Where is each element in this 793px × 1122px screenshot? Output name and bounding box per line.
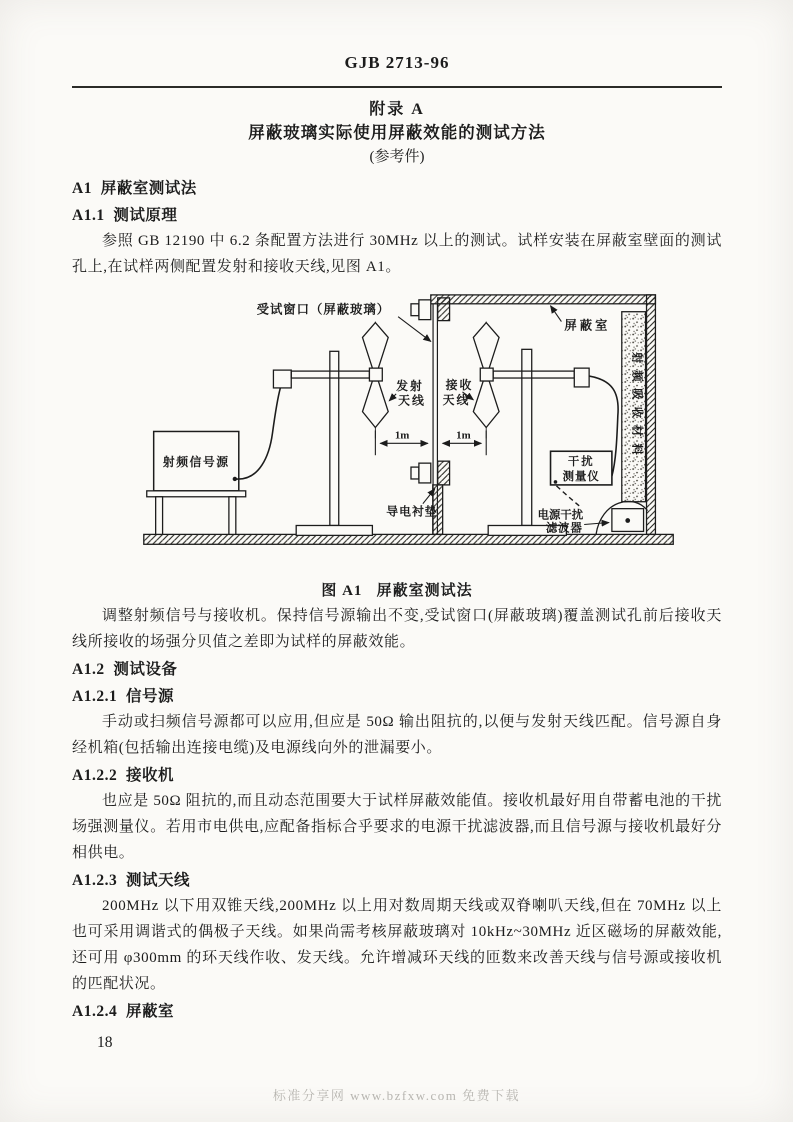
bottom-clamp-bolt bbox=[411, 461, 450, 485]
label-gasket: 导电衬垫 bbox=[386, 504, 438, 519]
meter-power-lead-dashed bbox=[556, 486, 580, 507]
standard-number: GJB 2713-96 bbox=[344, 53, 450, 72]
rx-upper-element bbox=[473, 323, 499, 369]
interference-meter bbox=[551, 376, 619, 507]
tx-lower-element bbox=[362, 381, 388, 428]
heading-a1-2-2: A1.2.2 接收机 bbox=[72, 767, 174, 784]
label-rx-antenna-1: 接收 bbox=[445, 377, 474, 392]
appendix-subtitle: (参考件) bbox=[369, 149, 425, 165]
heading-a1-1: A1.1 测试原理 bbox=[72, 207, 178, 224]
label-test-window: 受试窗口（屏蔽玻璃） bbox=[256, 302, 391, 317]
table-leg-left bbox=[156, 497, 163, 535]
page-number: 18 bbox=[97, 1034, 113, 1051]
signal-source-unit bbox=[147, 431, 246, 534]
tx-antenna-mast bbox=[273, 351, 372, 535]
label-dim-right: 1m bbox=[456, 429, 471, 442]
rx-mast bbox=[522, 349, 532, 525]
rx-feed-block bbox=[480, 368, 493, 381]
paragraph-a1-2-1: 手动或扫频信号源都可以应用,但应是 50Ω 输出阻抗的,以便与发射天线匹配。信号源自身经机箱(包括输出连接电缆)及电源线向外的泄漏要小。 bbox=[72, 714, 722, 756]
appendix-label: 附录 A bbox=[369, 101, 425, 118]
meter-power-dot bbox=[554, 480, 558, 484]
rx-antenna-mast bbox=[488, 349, 589, 535]
label-rf-absorber: 射频吸收材料 bbox=[630, 351, 643, 462]
heading-a1: A1 屏蔽室测试法 bbox=[72, 180, 197, 197]
heading-a1-2: A1.2 测试设备 bbox=[72, 661, 178, 678]
label-filter-2: 滤波器 bbox=[545, 522, 583, 535]
table-top bbox=[147, 491, 246, 497]
figure-caption: 图 A1 屏蔽室测试法 bbox=[321, 583, 473, 599]
tx-balun-box bbox=[273, 370, 291, 388]
filter-pointer-arrow bbox=[584, 523, 609, 525]
rx-lower-element bbox=[473, 381, 499, 428]
paragraph-a1-1: 参照 GB 12190 中 6.2 条配置方法进行 30MHz 以上的测试。试样安装在屏蔽室壁面的测试孔上,在试样两侧配置发射和接收天线,见图 A1。 bbox=[72, 233, 722, 275]
room-pointer-arrow bbox=[551, 306, 562, 322]
label-tx-antenna-1: 发射 bbox=[396, 378, 424, 393]
tx-mast-base bbox=[296, 525, 372, 535]
room-right-wall bbox=[647, 295, 656, 534]
paragraph-a1-2-3: 200MHz 以下用双锥天线,200MHz 以上用对数周期天线或双脊喇叭天线,但在 70MHz 以上也可采用调谐式的偶极子天线。如果尚需考核屏蔽玻璃对 10kHz~30MHz 近区磁场的屏蔽效能,还可用 φ300mm 的环天线作收、发天线。允许增减环天线的匝数来改善天线与信号源或接收机的匹配状况。 bbox=[72, 898, 722, 992]
label-signal-source: 射频信号源 bbox=[162, 455, 230, 470]
ground-floor bbox=[144, 534, 673, 544]
paragraph-a1-2-2: 也应是 50Ω 阻抗的,而且动态范围要大于试样屏蔽效能值。接收机最好用自带蓄电池的干扰场强测量仪。若用市电供电,应配备指标合乎要求的电源干扰滤波器,而且信号源与接收机最好分相供电。 bbox=[72, 793, 722, 861]
heading-a1-2-1: A1.2.1 信号源 bbox=[72, 688, 174, 705]
heading-a1-2-3: A1.2.3 测试天线 bbox=[72, 872, 190, 889]
tx-feed-cable bbox=[233, 388, 281, 481]
figure-a1-drawing bbox=[130, 285, 690, 572]
table-leg-right bbox=[229, 497, 236, 535]
label-meter-1: 干扰 bbox=[567, 456, 595, 469]
page-content bbox=[72, 52, 722, 1054]
watermark-text: 标准分享网 www.bzfxw.com 免费下载 bbox=[272, 1088, 521, 1103]
rx-balun-box bbox=[574, 368, 589, 387]
cable-connector-dot bbox=[233, 477, 237, 481]
appendix-title: 屏蔽玻璃实际使用屏蔽效能的测试方法 bbox=[248, 123, 546, 142]
filter-dot bbox=[625, 518, 630, 523]
label-rx-antenna-2: 天线 bbox=[442, 392, 471, 407]
label-meter-2: 测量仪 bbox=[562, 470, 600, 483]
heading-a1-2-4: A1.2.4 屏蔽室 bbox=[72, 1003, 174, 1020]
room-top-wall bbox=[431, 295, 656, 304]
label-filter-1: 电源干扰 bbox=[537, 509, 584, 522]
tx-pointer-arrow bbox=[389, 394, 396, 401]
receive-antenna bbox=[473, 322, 499, 439]
label-shielded-room: 屏蔽室 bbox=[564, 318, 611, 333]
header-rule bbox=[72, 86, 722, 88]
top-clamp-bolt bbox=[411, 298, 450, 321]
tx-upper-element bbox=[362, 323, 388, 369]
test-window-wall bbox=[433, 304, 443, 535]
paragraph-a1-1b: 调整射频信号与接收机。保持信号源输出不变,受试窗口(屏蔽玻璃)覆盖测试孔前后接收天线所接收的场强分贝值之差即为试样的屏蔽效能。 bbox=[72, 608, 722, 650]
label-dim-left: 1m bbox=[394, 429, 410, 442]
rx-boom bbox=[493, 371, 574, 378]
tx-feed-block bbox=[369, 368, 382, 381]
window-pointer-arrow bbox=[398, 317, 431, 342]
power-filter bbox=[584, 501, 647, 534]
transmit-antenna bbox=[362, 322, 388, 439]
figure-a1 bbox=[130, 285, 690, 577]
label-tx-antenna-2: 天线 bbox=[398, 393, 426, 408]
